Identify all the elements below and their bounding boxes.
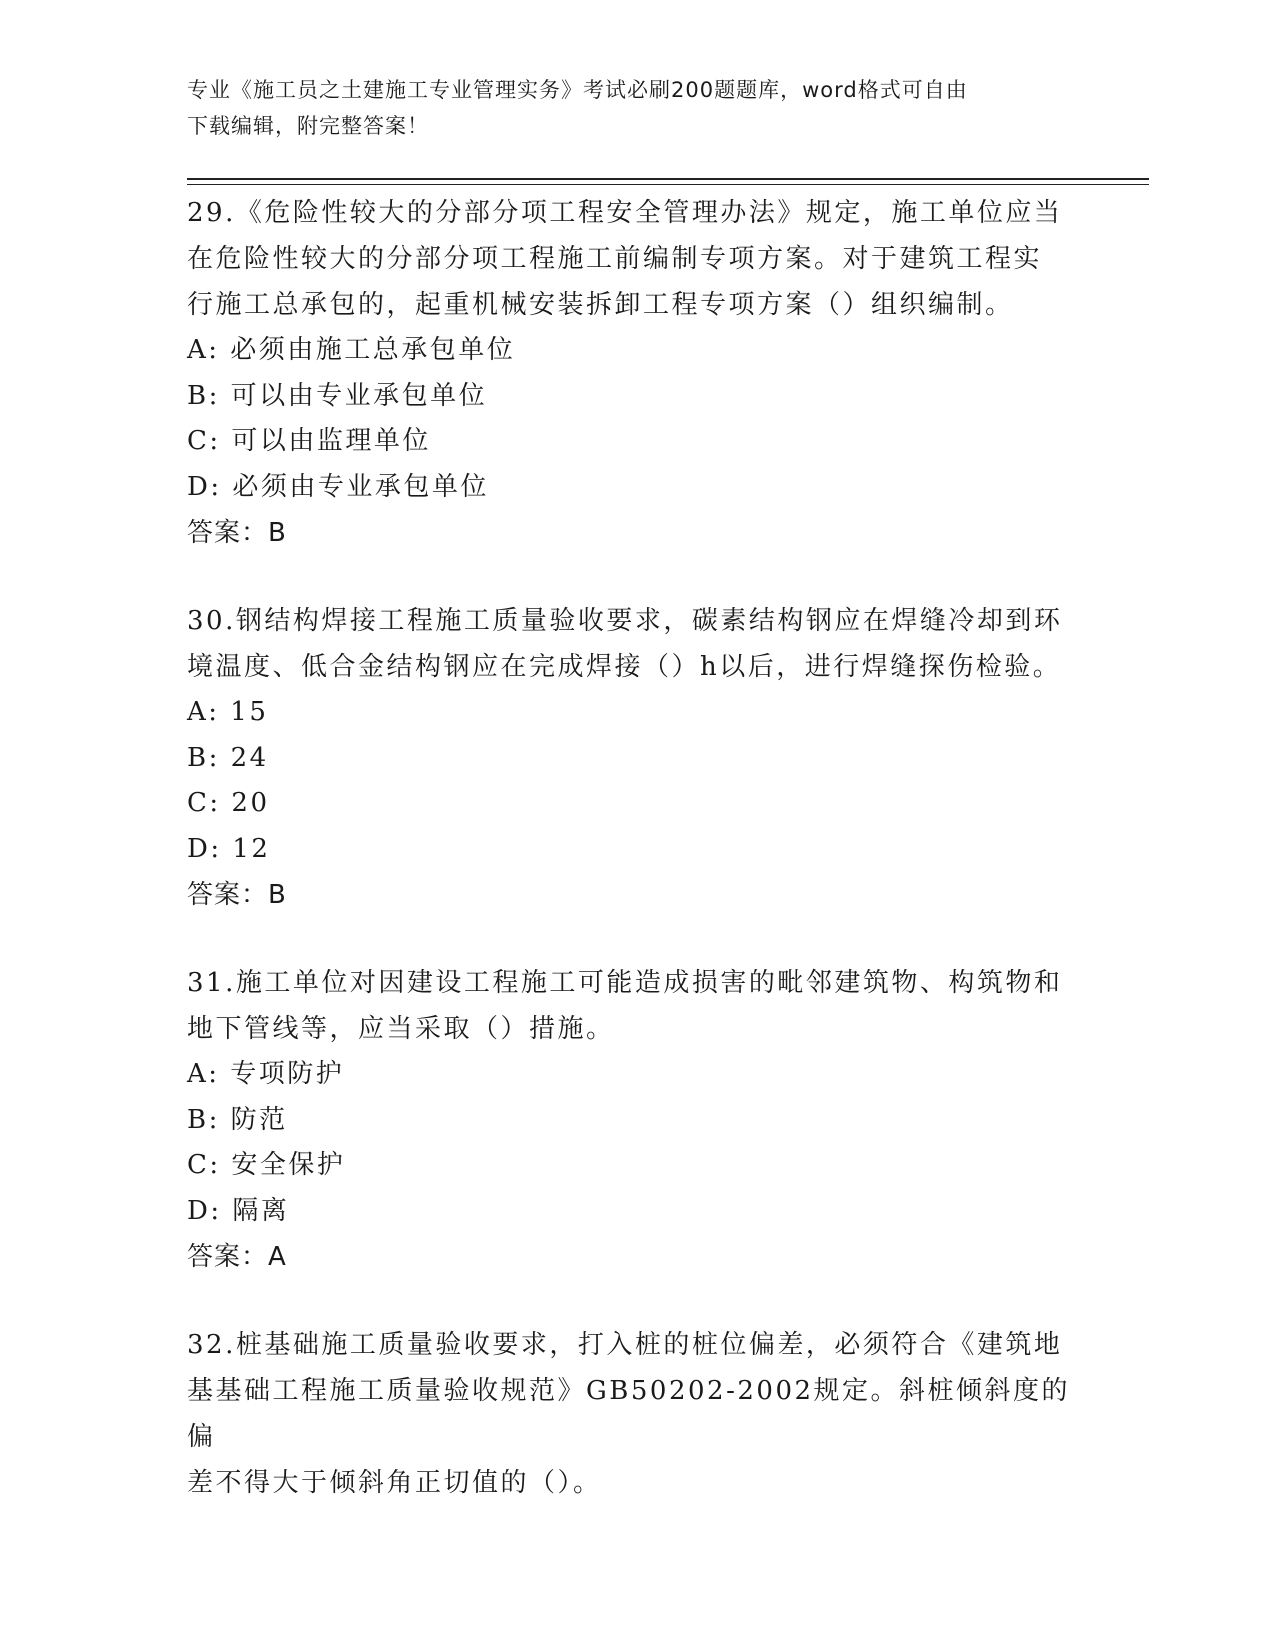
question-line: 29.《危险性较大的分部分项工程安全管理办法》规定，施工单位应当 [187,198,1063,228]
document-header [187,72,1067,144]
option-a: A: 必须由施工总承包单位 [187,335,516,365]
option-c: C: 20 [187,788,270,818]
option-d: D: 隔离 [187,1195,290,1226]
question-line: 境温度、低合金结构钢应在完成焊接（）h以后，进行焊缝探伤检验。 [187,652,1062,682]
question-text [187,190,1087,328]
question-line: 行施工总承包的，起重机械安装拆卸工程专项方案（）组织编制。 [187,290,1014,320]
option-c: C: 可以由监理单位 [187,426,431,456]
question-line: 30.钢结构焊接工程施工质量验收要求，碳素结构钢应在焊缝冷却到环 [187,606,1063,636]
question-text [187,598,1087,690]
question-30 [187,598,1087,918]
question-text [187,1322,1087,1506]
answer: 答案：B [187,518,287,548]
option-a: A: 专项防护 [187,1059,345,1089]
question-line: 地下管线等，应当采取（）措施。 [187,1014,615,1044]
question-line: 差不得大于倾斜角正切值的（）。 [187,1468,602,1498]
answer: 答案：B [187,880,287,910]
option-b: B: 防范 [187,1104,288,1135]
header-line-1: 专业《施工员之土建施工专业管理实务》考试必刷200题题库，word格式可自由 [187,78,968,102]
header-divider [187,178,1149,180]
question-list [187,190,1087,1548]
option-b: B: 可以由专业承包单位 [187,380,488,411]
header-line-2: 下载编辑，附完整答案！ [187,114,429,138]
header-divider-thin [187,184,1149,185]
option-c: C: 安全保护 [187,1150,346,1180]
question-line: 32.桩基础施工质量验收要求，打入桩的桩位偏差，必须符合《建筑地 [187,1330,1063,1360]
question-line: 基基础工程施工质量验收规范》GB50202-2002规定。斜桩倾斜度的偏 [187,1376,1071,1452]
question-29 [187,190,1087,556]
option-d: D: 必须由专业承包单位 [187,471,489,502]
answer: 答案：A [187,1242,287,1272]
question-32 [187,1322,1087,1506]
question-31 [187,960,1087,1280]
option-b: B: 24 [187,742,269,773]
option-d: D: 12 [187,833,271,864]
option-a: A: 15 [187,697,269,727]
question-line: 31.施工单位对因建设工程施工可能造成损害的毗邻建筑物、构筑物和 [187,968,1063,998]
question-line: 在危险性较大的分部分项工程施工前编制专项方案。对于建筑工程实 [187,244,1043,274]
question-text [187,960,1087,1052]
